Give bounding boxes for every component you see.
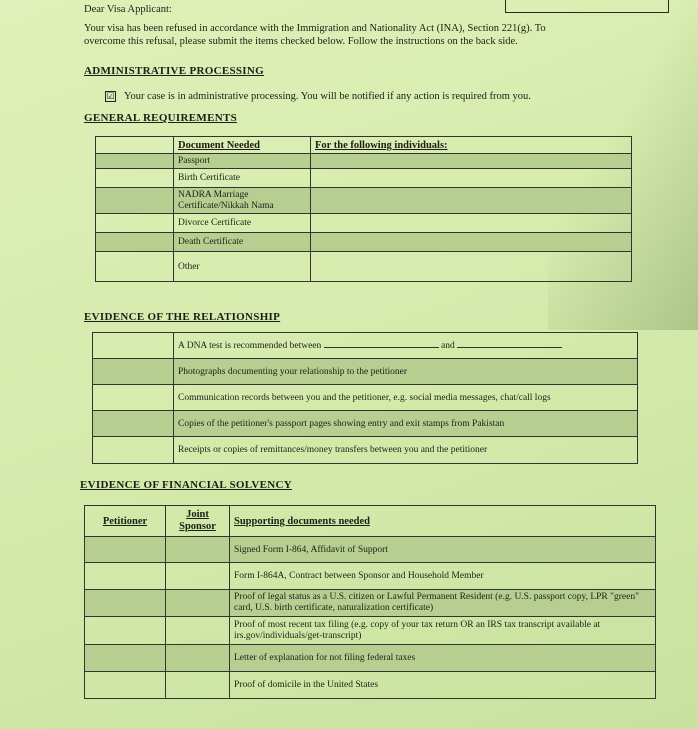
table-row: Death Certificate bbox=[174, 233, 311, 252]
general-table bbox=[95, 136, 632, 282]
joint-sponsor-check[interactable] bbox=[166, 645, 230, 672]
table-row: Signed Form I-864, Affidavit of Support bbox=[230, 537, 656, 563]
col-individuals: For the following individuals: bbox=[311, 137, 632, 154]
relationship-table bbox=[92, 332, 638, 464]
remittance-check[interactable] bbox=[93, 437, 174, 464]
individuals-field[interactable] bbox=[311, 252, 632, 282]
table-row: Communication records between you and the petitioner, e.g. social media messages, chat/call logs bbox=[174, 385, 638, 411]
joint-sponsor-check[interactable] bbox=[166, 563, 230, 590]
other-check[interactable] bbox=[96, 252, 174, 282]
intro-line-1: Your visa has been refused in accordance with the Immigration and Nationality Act (INA), Section 221(g). To bbox=[84, 23, 546, 34]
individuals-field[interactable] bbox=[311, 154, 632, 169]
table-row: Proof of domicile in the United States bbox=[230, 672, 656, 699]
greeting: Dear Visa Applicant: bbox=[84, 4, 172, 15]
relationship-heading: EVIDENCE OF THE RELATIONSHIP bbox=[84, 311, 281, 323]
dna-text: A DNA test is recommended between bbox=[178, 340, 322, 351]
general-check-cell[interactable] bbox=[96, 137, 174, 154]
death-check[interactable] bbox=[96, 233, 174, 252]
joint-sponsor-check[interactable] bbox=[166, 617, 230, 645]
individuals-field[interactable] bbox=[311, 169, 632, 188]
table-row: NADRA Marriage Certificate/Nikkah Nama bbox=[174, 188, 311, 214]
joint-sponsor-check[interactable] bbox=[166, 537, 230, 563]
individuals-field[interactable] bbox=[311, 214, 632, 233]
communication-check[interactable] bbox=[93, 385, 174, 411]
col-supporting: Supporting documents needed bbox=[230, 506, 656, 537]
admin-text: Your case is in administrative processing. You will be notified if any action is required from you. bbox=[124, 91, 531, 102]
financial-heading: EVIDENCE OF FINANCIAL SOLVENCY bbox=[80, 479, 293, 491]
marriage-check[interactable] bbox=[96, 188, 174, 214]
dna-and: and bbox=[441, 340, 455, 351]
table-row: Proof of most recent tax filing (e.g. copy of your tax return OR an IRS tax transcript available at irs.gov/individuals/get-transcript) bbox=[230, 617, 656, 645]
table-row: Divorce Certificate bbox=[174, 214, 311, 233]
dna-row bbox=[174, 333, 638, 359]
divorce-check[interactable] bbox=[96, 214, 174, 233]
petitioner-check[interactable] bbox=[85, 590, 166, 617]
petitioner-check[interactable] bbox=[85, 537, 166, 563]
table-row: Other bbox=[174, 252, 311, 282]
petitioner-check[interactable] bbox=[85, 563, 166, 590]
col-petitioner: Petitioner bbox=[85, 506, 166, 537]
passport-pages-check[interactable] bbox=[93, 411, 174, 437]
table-row: Copies of the petitioner's passport pages showing entry and exit stamps from Pakistan bbox=[174, 411, 638, 437]
joint-sponsor-check[interactable] bbox=[166, 672, 230, 699]
admin-checkbox[interactable]: ☑ bbox=[106, 91, 115, 101]
table-row: Letter of explanation for not filing federal taxes bbox=[230, 645, 656, 672]
table-row: Birth Certificate bbox=[174, 169, 311, 188]
individuals-field[interactable] bbox=[311, 188, 632, 214]
petitioner-check[interactable] bbox=[85, 672, 166, 699]
header-box bbox=[505, 0, 669, 13]
table-row: Photographs documenting your relationship to the petitioner bbox=[174, 359, 638, 385]
photos-check[interactable] bbox=[93, 359, 174, 385]
intro-line-2: overcome this refusal, please submit the items checked below. Follow the instructions on the back side. bbox=[84, 36, 518, 47]
dna-person-1-field[interactable] bbox=[324, 347, 439, 348]
admin-heading: ADMINISTRATIVE PROCESSING bbox=[84, 65, 264, 77]
table-row: Proof of legal status as a U.S. citizen or Lawful Permanent Resident (e.g. U.S. passport copy, LPR "green" card, U.S. birth certificate, naturalization certificate) bbox=[230, 590, 656, 617]
passport-check[interactable] bbox=[96, 154, 174, 169]
dna-check[interactable] bbox=[93, 333, 174, 359]
petitioner-check[interactable] bbox=[85, 645, 166, 672]
birth-check[interactable] bbox=[96, 169, 174, 188]
table-row: Form I-864A, Contract between Sponsor and Household Member bbox=[230, 563, 656, 590]
individuals-field[interactable] bbox=[311, 233, 632, 252]
col-document-needed: Document Needed bbox=[174, 137, 311, 154]
table-row: Receipts or copies of remittances/money transfers between you and the petitioner bbox=[174, 437, 638, 464]
petitioner-check[interactable] bbox=[85, 617, 166, 645]
general-heading: GENERAL REQUIREMENTS bbox=[84, 112, 238, 124]
financial-table bbox=[84, 505, 656, 699]
col-joint-sponsor: Joint Sponsor bbox=[166, 506, 230, 537]
dna-person-2-field[interactable] bbox=[457, 347, 562, 348]
table-row: Passport bbox=[174, 154, 311, 169]
joint-sponsor-check[interactable] bbox=[166, 590, 230, 617]
